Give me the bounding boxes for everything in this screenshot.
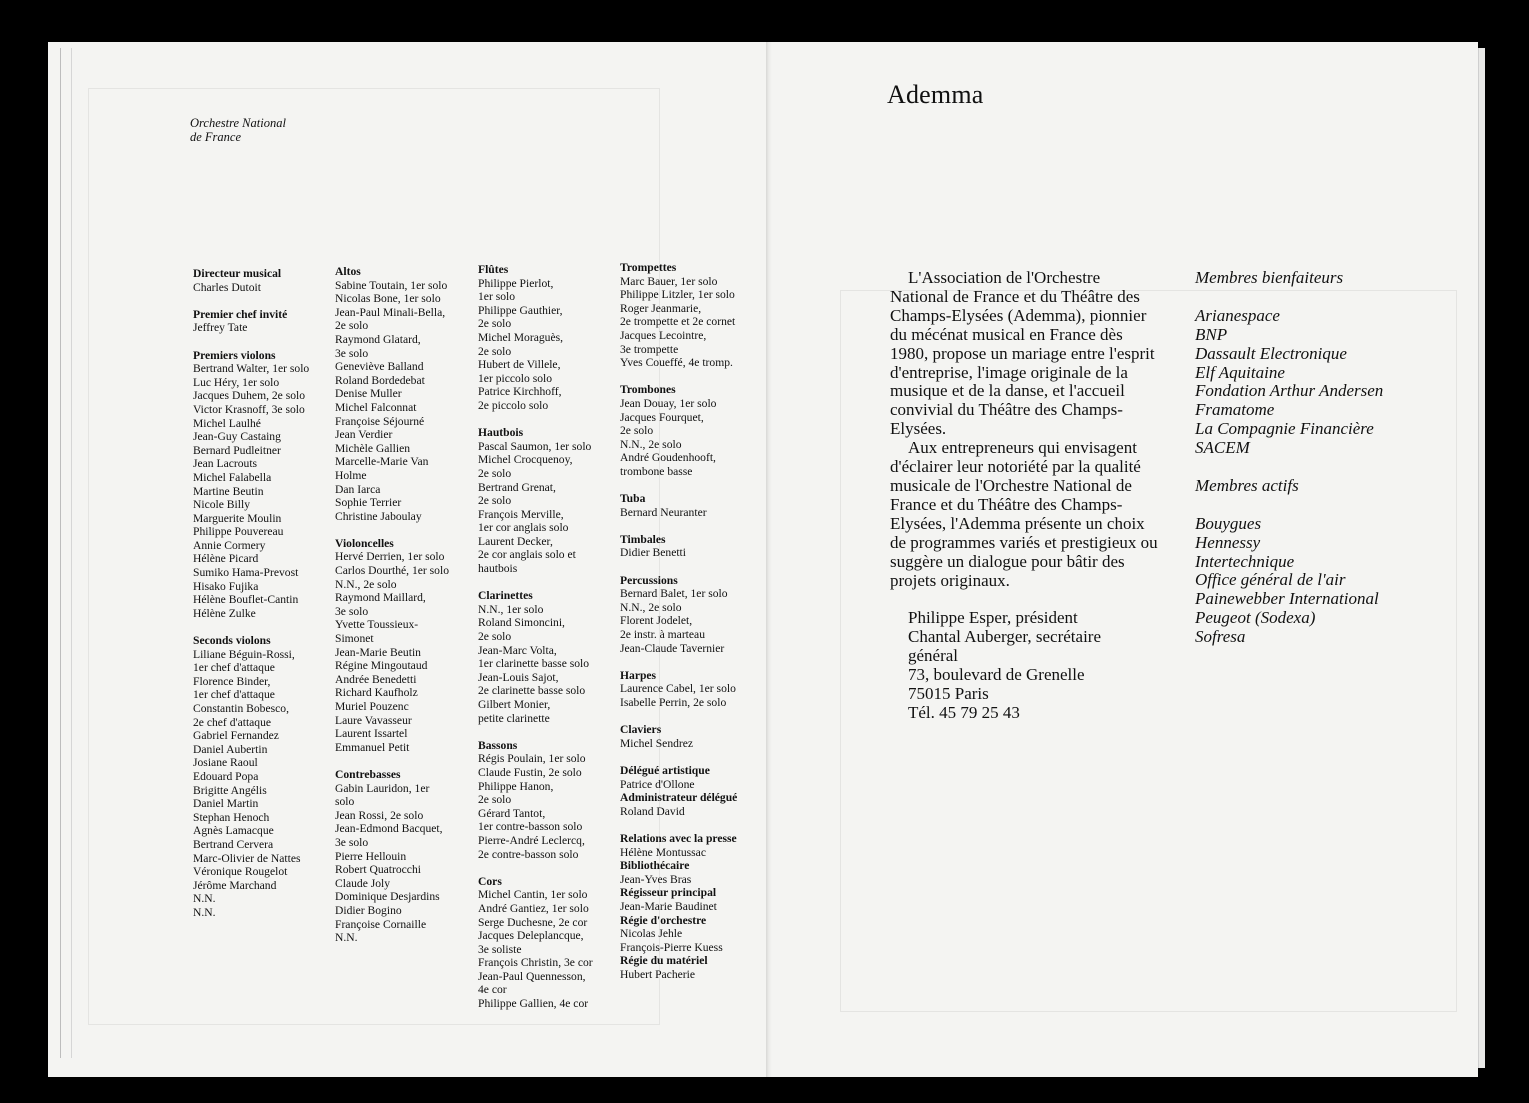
section-title: Régisseur principal [620,886,717,900]
musician-entry: Gabin Lauridon, 1er [335,781,430,795]
musician-entry: Didier Benetti [620,546,687,560]
musician-entry: Andrée Benedetti [335,672,417,686]
musician-entry: Emmanuel Petit [335,740,410,754]
member-item: Painewebber International [1195,589,1379,609]
section-title: Premier chef invité [193,307,288,321]
musician-entry: 2e clarinette basse solo [478,684,586,698]
section-title: Altos [335,265,361,278]
section-title: Directeur musical [193,267,282,280]
member-item: Intertechnique [1195,551,1295,571]
roster-column [335,265,475,958]
musician-entry: Denise Muller [335,387,402,401]
musician-entry: Nicole Billy [193,498,250,512]
musician-entry: Jean-Paul Quennesson, [478,969,586,983]
musician-entry: Florence Binder, [193,674,271,688]
musician-entry: 2e solo [478,344,512,358]
musician-entry: 2e chef d'attaque [193,715,272,729]
musician-entry: André Gantiez, 1er solo [478,901,589,915]
musician-entry: Josiane Raoul [193,756,258,770]
musician-entry: N.N. [193,905,216,919]
musician-entry: 1er clarinette basse solo [478,657,590,671]
ademma-description [890,269,1160,723]
musician-entry: Marc-Olivier de Nattes [193,851,301,865]
musician-entry: Jean-Paul Minali-Bella, [335,305,446,319]
musician-entry: N.N. [193,892,216,906]
roster-section [620,723,770,750]
musician-entry: 3e solo [335,604,369,618]
member-item: BNP [1195,324,1228,344]
musician-entry: Régis Poulain, 1er solo [478,752,586,766]
musician-entry: Florent Jodelet, [620,614,693,628]
section-title: Trombones [620,383,676,397]
section-title: Cors [478,874,502,888]
section-title: Seconds violons [193,634,271,648]
musician-entry: 3e trompette [620,342,679,356]
musician-entry: Michel Falabella [193,470,272,484]
musician-entry: Pierre Hellouin [335,849,407,863]
musician-entry: 2e solo [478,630,512,644]
musician-entry: 2e solo [478,317,512,331]
musician-entry: Jean-Marc Volta, [478,643,557,657]
musician-entry: Claude Fustin, 2e solo [478,765,582,779]
roster-column [193,267,331,933]
musician-entry: trombone basse [620,464,693,478]
musician-entry: Liliane Béguin-Rossi, [193,647,295,661]
member-item: Bouygues [1195,513,1262,533]
musician-entry: Gilbert Monier, [478,698,551,711]
musician-entry: Patrice Kirchhoff, [478,385,562,399]
section-title: Premiers violons [193,348,276,362]
page-edge [60,48,72,1058]
musician-entry: André Goudenhooft, [620,451,716,465]
contact-line: 75015 Paris [908,683,989,703]
roster-section [620,383,770,478]
musician-entry: Jean-Yves Bras [620,872,692,886]
musician-entry: Hélène Montussac [620,845,706,859]
musician-entry: Véronique Rougelot [193,865,288,879]
musician-entry: 1er solo [478,290,516,304]
musician-entry: Michel Falconnat [335,400,417,414]
musician-entry: Laure Vavasseur [335,713,412,727]
roster-section [478,875,618,1011]
musician-entry: Raymond Maillard, [335,591,426,605]
musician-entry: Roger Jeanmarie, [620,301,702,315]
musician-entry: hautbois [478,562,518,576]
roster-section [620,914,770,955]
roster-section [620,886,770,913]
musician-entry: Jeffrey Tate [193,321,248,335]
musician-entry: Agnès Lamacque [193,824,274,838]
musician-entry: Bertrand Walter, 1er solo [193,362,310,376]
musician-entry: Bernard Neuranter [620,505,707,519]
member-item: Arianespace [1195,305,1280,325]
musician-entry: Jacques Deleplancque, [478,929,584,943]
member-item: Fondation Arthur Andersen [1195,381,1384,401]
musician-entry: Nicolas Jehle [620,927,683,941]
musician-entry: Jean Rossi, 2e solo [335,808,424,822]
roster-section [620,492,770,519]
musician-entry: Michel Cantin, 1er solo [478,888,588,902]
musician-entry: 3e solo [335,835,369,849]
musician-entry: Michel Moraguès, [478,330,564,344]
page-title: Ademma [887,80,984,109]
section-title: Délégué artistique [620,763,710,777]
roster-section [620,574,770,656]
musician-entry: Marguerite Moulin [193,511,282,525]
musician-entry: Philippe Litzler, 1er solo [620,288,735,302]
musician-entry: Muriel Pouzenc [335,700,409,713]
musician-entry: Pascal Saumon, 1er solo [478,439,592,453]
musician-entry: 1er piccolo solo [478,371,553,385]
musician-entry: Jean Douay, 1er solo [620,396,717,410]
musician-entry: Gabriel Fernandez [193,729,279,743]
roster-section [193,308,331,335]
description-paragraph: Aux entrepreneurs qui envisagent d'éclairer leur notoriété par la qualité musicale de l'Orchestre National de France et du Théâtre des Champs-Elysées, l'Ademma présente un choix de programmes variés et prestigieux ou suggère un dialogue pour bâtir des projets originaux. [890,438,1158,590]
musician-entry: 1er cor anglais solo [478,521,569,535]
members-benefactors-title: Membres bienfaiteurs [1195,268,1344,287]
contact-block [890,609,1160,722]
musician-entry: 1er chef d'attaque [193,688,275,702]
roster-section [335,537,475,755]
musician-entry: Hubert Pacherie [620,967,696,981]
section-title: Tuba [620,492,646,506]
section-title: Flûtes [478,263,509,276]
roster-section [620,533,770,560]
musician-entry: N.N., 2e solo [620,437,682,451]
member-item: Framatome [1195,400,1275,420]
section-title: Hautbois [478,426,524,440]
musician-entry: Christine Jaboulay [335,509,422,523]
musician-entry: Françoise Séjourné [335,414,425,428]
musician-entry: Stephan Henoch [193,810,270,824]
musician-entry: 2e piccolo solo [478,398,549,412]
musician-entry: Sabine Toutain, 1er solo [335,278,448,292]
musician-entry: Bertrand Grenat, [478,480,556,494]
section-title: Administrateur délégué [620,791,738,805]
roster-section [620,791,770,818]
musician-entry: Philippe Pierlot, [478,276,554,290]
musician-entry: Marc Bauer, 1er solo [620,274,718,288]
musician-entry: N.N. [335,931,358,945]
musician-entry: Serge Duchesne, 2e cor [478,915,588,929]
musician-entry: Michel Crocquenoy, [478,453,573,467]
section-title: Timbales [620,532,666,546]
musician-entry: Jacques Fourquet, [620,410,704,424]
orchestra-header [190,116,286,144]
musician-entry: Annie Cormery [193,538,266,552]
musician-entry: Victor Krasnoff, 3e solo [193,402,305,416]
contact-line: général [908,646,959,666]
section-title: Clarinettes [478,589,533,603]
member-item: Dassault Electronique [1195,343,1347,363]
musician-entry: Dan Iarca [335,482,381,496]
musician-entry: 2e solo [335,319,369,333]
member-item: Elf Aquitaine [1195,362,1285,382]
roster-section [620,764,770,791]
musician-entry: Hélène Bouflet-Cantin [193,593,299,607]
contact-line: 73, boulevard de Grenelle [908,665,1085,685]
description-paragraph: L'Association de l'Orchestre National de France et du Théâtre des Champs-Elysées (Ademma), pionnier du mécénat musical en France dès 1980, propose un mariage entre l'esprit d'entreprise, l'image originale de la musique et de la danse, et l'accueil convivial du Théâtre des Champs-Elysées. [890,268,1155,439]
roster-column [478,263,618,1024]
roster-section [620,954,770,981]
musician-entry: Bernard Balet, 1er solo [620,587,728,601]
section-title: Relations avec la presse [620,831,737,845]
musician-entry: Philippe Gauthier, [478,303,563,317]
musician-entry: 2e contre-basson solo [478,847,579,861]
musician-entry: Simonet [335,632,374,646]
section-title: Claviers [620,723,662,737]
musician-entry: Jean-Marie Baudinet [620,899,717,913]
musician-entry: 2e solo [478,793,512,807]
musician-entry: Edouard Popa [193,769,259,783]
section-title: Percussions [620,573,678,587]
musician-entry: Carlos Dourthé, 1er solo [335,564,449,578]
section-title: Régie d'orchestre [620,913,707,927]
musician-entry: Hubert de Villele, [478,358,561,372]
musician-entry: François-Pierre Kuess [620,940,723,954]
contact-line: Chantal Auberger, secrétaire [908,627,1102,647]
musician-entry: Luc Héry, 1er solo [193,375,280,389]
orchestra-header-line: Orchestre National [190,116,286,130]
member-item: Office général de l'air [1195,570,1346,590]
musician-entry: 3e solo [335,346,369,360]
musician-entry: Claude Joly [335,876,391,890]
musician-entry: Bertrand Cervera [193,837,274,851]
member-item: Peugeot (Sodexa) [1195,608,1316,628]
page-edge-right [1478,48,1485,1068]
musician-entry: 1er chef d'attaque [193,661,275,675]
roster-section [478,263,618,413]
section-title: Trompettes [620,261,677,274]
musician-entry: Charles Dutoit [193,280,261,294]
musician-entry: Dominique Desjardins [335,890,440,904]
musician-entry: Michèle Gallien [335,441,411,455]
contact-line: Tél. 45 79 25 43 [908,702,1020,722]
musician-entry: Sophie Terrier [335,496,402,510]
musician-entry: François Christin, 3e cor [478,956,593,970]
musician-entry: Philippe Gallien, 4e cor [478,997,589,1011]
musician-entry: 2e solo [478,466,512,480]
musician-entry: Laurent Issartel [335,727,408,741]
musician-entry: 2e instr. à marteau [620,628,705,642]
section-title: Bassons [478,738,518,752]
musician-entry: Patrice d'Ollone [620,777,695,791]
members-list [1195,269,1465,647]
musician-entry: 2e solo [620,424,654,438]
musician-entry: Yves Coueffé, 4e tromp. [620,356,733,370]
musician-entry: Yvette Toussieux- [335,618,419,632]
musician-entry: 2e solo [478,494,512,508]
musician-entry: Daniel Martin [193,797,259,811]
musician-entry: Jean-Guy Castaing [193,430,281,444]
musician-entry: Jacques Duhem, 2e solo [193,389,306,403]
musician-entry: 2e trompette et 2e cornet [620,315,736,329]
musician-entry: 3e soliste [478,942,522,956]
musician-entry: Sumiko Hama-Prevost [193,566,299,580]
musician-entry: Jean-Claude Tavernier [620,641,725,655]
musician-entry: Martine Beutin [193,484,264,498]
musician-entry: Hervé Derrien, 1er solo [335,550,445,564]
roster-section [478,589,618,725]
musician-entry: Jean Lacrouts [193,457,258,471]
musician-entry: 1er contre-basson solo [478,820,583,834]
musician-entry: Richard Kaufholz [335,686,418,700]
musician-entry: 4e cor [478,983,507,997]
musician-entry: Laurent Decker, [478,534,553,548]
musician-entry: Brigitte Angélis [193,783,267,797]
section-title: Contrebasses [335,767,401,781]
musician-entry: Raymond Glatard, [335,332,421,346]
musician-entry: Constantin Bobesco, [193,702,289,715]
members-active-title: Membres actifs [1195,475,1299,495]
musician-entry: Hisako Fujika [193,579,259,593]
musician-entry: Françoise Cornaille [335,917,427,931]
roster-column [620,261,770,995]
musician-entry: Robert Quatrocchi [335,863,421,877]
roster-section [620,832,770,859]
member-item: SACEM [1195,438,1250,458]
musician-entry: Hélène Zulke [193,606,256,620]
musician-entry: Nicolas Bone, 1er solo [335,292,441,306]
musician-entry: Michel Laulhé [193,416,261,430]
musician-entry: Jérôme Marchand [193,878,277,892]
musician-entry: Hélène Picard [193,552,259,566]
musician-entry: Jacques Lecointre, [620,328,707,342]
member-item: Sofresa [1195,627,1246,647]
musician-entry: Régine Mingoutaud [335,659,428,673]
musician-entry: Pierre-André Leclercq, [478,833,585,847]
roster-section [620,669,770,710]
musician-entry: Marcelle-Marie Van [335,455,429,469]
musician-entry: solo [335,795,355,809]
musician-entry: Isabelle Perrin, 2e solo [620,696,727,709]
musician-entry: Philippe Hanon, [478,779,554,793]
musician-entry: Roland Simoncini, [478,616,565,630]
musician-entry: Philippe Pouvereau [193,525,284,539]
member-item: Hennessy [1195,532,1261,552]
contact-line: Philippe Esper, président [908,608,1078,628]
musician-entry: Michel Sendrez [620,736,694,750]
musician-entry: Jean-Marie Beutin [335,645,421,659]
musician-entry: Jean-Edmond Bacquet, [335,822,443,836]
roster-section [193,267,331,294]
section-title: Harpes [620,668,657,682]
orchestra-header-line: de France [190,130,242,144]
musician-entry: Didier Bogino [335,903,402,917]
roster-section [335,768,475,945]
musician-entry: Roland David [620,804,685,818]
section-title: Violoncelles [335,536,394,550]
roster-section [478,426,618,576]
musician-entry: Roland Bordedebat [335,373,425,387]
musician-entry: petite clarinette [478,711,550,725]
musician-entry: Laurence Cabel, 1er solo [620,682,736,696]
musician-entry: Bernard Pudleitner [193,443,281,457]
musician-entry: Geneviève Balland [335,360,424,374]
musician-entry: Jean-Louis Sajot, [478,670,559,684]
roster-section [478,739,618,861]
musician-entry: 2e cor anglais solo et [478,548,576,562]
musician-entry: François Merville, [478,507,564,521]
musician-entry: Gérard Tantot, [478,806,546,820]
section-title: Bibliothécaire [620,859,690,873]
roster-section [193,634,331,919]
musician-entry: Jean Verdier [335,428,393,442]
musician-entry: Holme [335,468,367,482]
musician-entry: N.N., 2e solo [620,600,682,614]
musician-entry: N.N., 2e solo [335,577,397,591]
roster-section [193,349,331,621]
musician-entry: Daniel Aubertin [193,742,268,756]
roster-section [335,265,475,523]
musician-entry: N.N., 1er solo [478,602,544,616]
roster-section [620,261,770,370]
section-title: Régie du matériel [620,954,708,968]
member-item: La Compagnie Financière [1195,419,1374,439]
roster-section [620,859,770,886]
